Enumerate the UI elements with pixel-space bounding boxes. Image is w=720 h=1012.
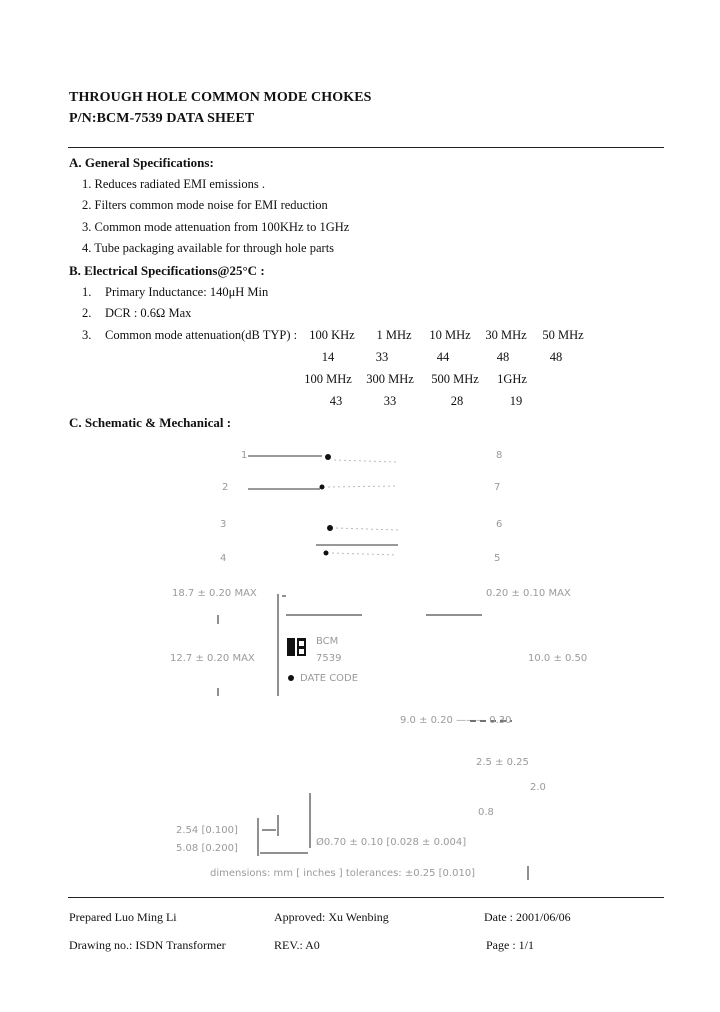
electrical-item-num: 1. (82, 285, 92, 299)
dimension-label: 2.54 [0.100] (176, 825, 238, 836)
dimension-label: 12.7 ± 0.20 MAX (170, 653, 255, 664)
electrical-item-num: 3. (82, 328, 92, 342)
attenuation-value: 44 (436, 350, 450, 364)
document-title: THROUGH HOLE COMMON MODE CHOKES (69, 90, 372, 105)
electrical-spec-heading: B. Electrical Specifications@25°C : (69, 263, 265, 278)
attenuation-value: 33 (383, 394, 397, 408)
part-marking: 7539 (316, 653, 342, 664)
dimension-label: 2.0 (530, 782, 546, 793)
general-spec-item: 3. Common mode attenuation from 100KHz to 1GHz (82, 220, 350, 234)
document-date: Date : 2001/06/06 (484, 910, 571, 924)
attenuation-freq: 500 MHz (431, 372, 479, 386)
pin-label: 5 (494, 553, 501, 564)
attenuation-freq: 50 MHz (542, 328, 584, 342)
electrical-item-text: DCR : 0.6Ω Max (105, 306, 192, 320)
units-note: dimensions: mm [ inches ] tolerances: ±0.25 [0.010] (210, 868, 476, 879)
attenuation-value: 19 (509, 394, 523, 408)
dimension-label: 5.08 [0.200] (176, 843, 238, 854)
document-subtitle: P/N:BCM-7539 DATA SHEET (69, 111, 255, 126)
attenuation-value: 14 (321, 350, 335, 364)
logo-icon (287, 638, 306, 656)
attenuation-value: 48 (549, 350, 563, 364)
dimension-label: 2.5 ± 0.25 (476, 757, 529, 768)
attenuation-value: 28 (450, 394, 464, 408)
revision: REV.: A0 (274, 938, 320, 952)
dimension-label: 18.7 ± 0.20 MAX (172, 588, 257, 599)
dimension-label: 10.0 ± 0.50 (528, 653, 588, 664)
attenuation-value: 33 (375, 350, 389, 364)
attenuation-freq: 100 MHz (304, 372, 352, 386)
approved-by: Approved: Xu Wenbing (274, 910, 389, 924)
electrical-item-text: Common mode attenuation(dB TYP) : (105, 328, 298, 342)
pin-label: 4 (220, 553, 227, 564)
part-marking: DATE CODE (300, 673, 359, 684)
attenuation-freq: 30 MHz (485, 328, 527, 342)
pin-label: 6 (496, 519, 503, 530)
dimension-label: Ø0.70 ± 0.10 [0.028 ± 0.004] (316, 837, 467, 848)
schematic-heading: C. Schematic & Mechanical : (69, 415, 232, 430)
prepared-by: Prepared Luo Ming Li (69, 910, 177, 924)
electrical-item-text: Primary Inductance: 140μH Min (105, 285, 269, 299)
drawing-number: Drawing no.: ISDN Transformer (69, 938, 226, 952)
attenuation-value: 48 (496, 350, 510, 364)
general-spec-heading: A. General Specifications: (69, 155, 214, 170)
pin-label: 7 (494, 482, 501, 493)
attenuation-freq: 300 MHz (366, 372, 414, 386)
general-spec-item: 4. Tube packaging available for through hole parts (82, 241, 335, 255)
general-spec-item: 1. Reduces radiated EMI emissions . (82, 177, 265, 191)
dimension-label: 0.20 ± 0.10 MAX (486, 588, 571, 599)
pin-label: 1 (241, 450, 248, 461)
dimension-label: 0.8 (478, 807, 494, 818)
footer-divider (68, 897, 664, 898)
page-number: Page : 1/1 (486, 938, 534, 952)
attenuation-freq: 1 MHz (376, 328, 412, 342)
general-spec-item: 2. Filters common mode noise for EMI reduction (82, 198, 328, 212)
part-marking: BCM (316, 636, 339, 647)
pin-label: 3 (220, 519, 227, 530)
attenuation-freq: 1GHz (497, 372, 527, 386)
pin-label: 8 (496, 450, 503, 461)
electrical-item-num: 2. (82, 306, 92, 320)
pin-label: 2 (222, 482, 229, 493)
attenuation-freq: 10 MHz (429, 328, 471, 342)
dimension-label: 9.0 ± 0.20 ——— 0.30 (400, 715, 512, 726)
attenuation-value: 43 (329, 394, 343, 408)
attenuation-freq: 100 KHz (309, 328, 355, 342)
